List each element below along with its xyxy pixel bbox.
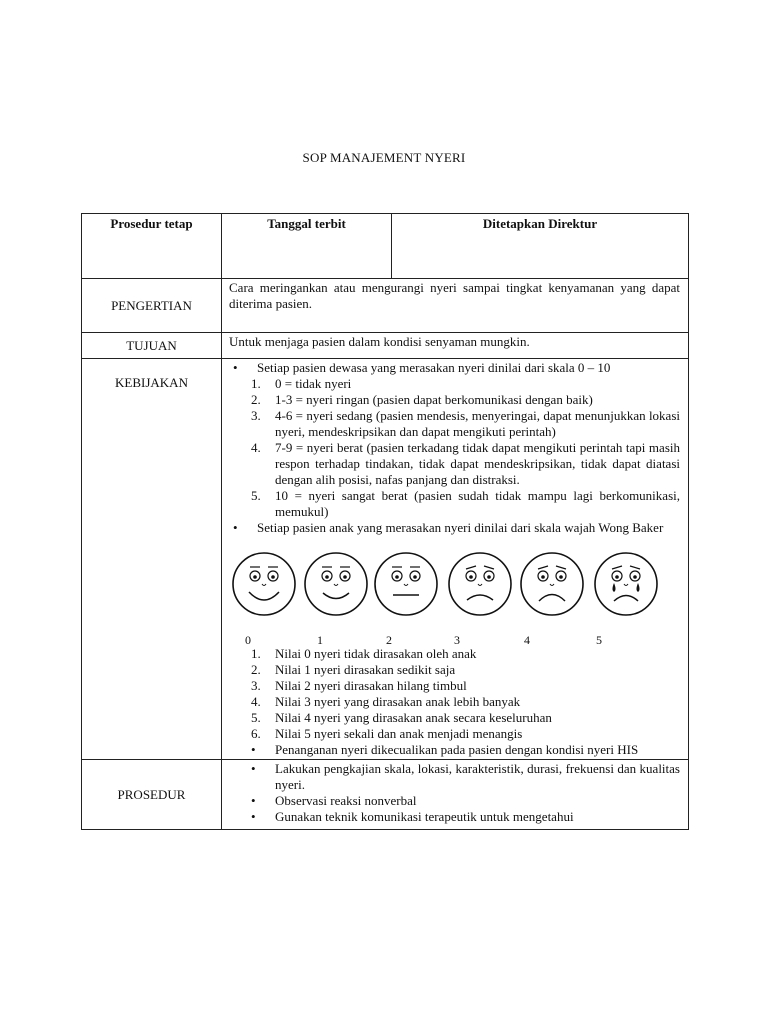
kebijakan-bullet-anak: • Setiap pasien anak yang merasakan nyeri dinilai dari skala wajah Wong Baker [257, 520, 680, 536]
face-pupil [271, 575, 275, 579]
nilai-text: Nilai 4 nyeri yang dirasakan anak secara keseluruhan [275, 710, 552, 725]
face-number-label: 0 [245, 633, 251, 647]
face-tear [613, 583, 616, 592]
pain-scale-item [251, 408, 680, 440]
face-2-icon [371, 546, 441, 628]
face-brow [484, 566, 494, 569]
nilai-number: 6. [251, 726, 261, 741]
face-brow [466, 566, 476, 569]
face-mouth [323, 593, 349, 599]
sop-table [81, 213, 689, 830]
prosedur-item: • Lakukan pengkajian skala, lokasi, karakteristik, durasi, frekuensi dan kualitas nyeri. [275, 761, 680, 793]
kebijakan-bullet-dewasa: • Setiap pasien dewasa yang merasakan nyeri dinilai dari skala 0 – 10 [257, 360, 680, 376]
face-pupil [633, 575, 637, 579]
face-mouth [467, 595, 493, 600]
face-pupil [253, 575, 257, 579]
face-number-label: 1 [317, 633, 323, 647]
face-mouth [249, 592, 279, 600]
nilai-item [251, 710, 680, 726]
kebijakan-bullets [229, 360, 680, 376]
face-mouth [614, 596, 638, 602]
kebijakan-row [82, 359, 689, 760]
face-nose [478, 584, 482, 586]
pengertian-label: PENGERTIAN [82, 279, 222, 333]
nilai-number: 3. [251, 678, 261, 693]
nilai-number: 1. [251, 646, 261, 661]
header-row [82, 214, 689, 279]
nilai-number: 5. [251, 710, 261, 725]
nilai-number: 2. [251, 662, 261, 677]
face-nose [550, 584, 554, 586]
face-tear [637, 583, 640, 592]
nilai-text: Nilai 5 nyeri sekali dan anak menjadi menangis [275, 726, 523, 741]
face-number-label: 2 [386, 633, 392, 647]
face-pupil [343, 575, 347, 579]
face-4-icon [517, 546, 587, 628]
pain-scale-number: 2. [251, 392, 261, 407]
kebijakan-bullet-his: • Penanganan nyeri dikecualikan pada pasien dengan kondisi nyeri HIS [275, 742, 680, 758]
kebijakan-content [222, 359, 689, 760]
pain-scale-text: 10 = nyeri sangat berat (pasien sudah tidak mampu lagi berkomunikasi, memukul) [275, 488, 680, 519]
face-pupil [487, 575, 491, 579]
face-3-icon [445, 546, 515, 628]
face-0-icon [229, 546, 299, 628]
pain-scale-text: 0 = tidak nyeri [275, 376, 352, 391]
tujuan-label: TUJUAN [82, 333, 222, 359]
header-prosedur-tetap: Prosedur tetap [82, 214, 222, 279]
pain-scale-text: 1-3 = nyeri ringan (pasien dapat berkomunikasi dengan baik) [275, 392, 593, 407]
face-pupil [413, 575, 417, 579]
face-pupil [395, 575, 399, 579]
pain-scale-number: 4. [251, 440, 261, 455]
face-nose [262, 584, 266, 586]
kebijakan-bullets-3 [229, 742, 680, 758]
face-brow [630, 566, 640, 569]
nilai-item [251, 662, 680, 678]
pain-scale-item [251, 392, 680, 408]
face-brow [538, 566, 548, 569]
face-1-icon [301, 546, 371, 628]
face-head [375, 553, 437, 615]
prosedur-content [222, 760, 689, 830]
kebijakan-label: KEBIJAKAN [82, 359, 222, 760]
face-brow [612, 566, 622, 569]
pain-scale-item [251, 488, 680, 520]
face-number-label: 4 [524, 633, 530, 647]
pengertian-text: Cara meringankan atau mengurangi nyeri sampai tingkat kenyamanan yang dapat diterima pasien. [222, 279, 689, 333]
pain-scale-list [229, 376, 680, 520]
tujuan-text: Untuk menjaga pasien dalam kondisi senyaman mungkin. [222, 333, 689, 359]
pengertian-row [82, 279, 689, 333]
face-head [233, 553, 295, 615]
face-pupil [541, 575, 545, 579]
pain-scale-item [251, 440, 680, 488]
face-number-label: 5 [596, 633, 602, 647]
face-head [449, 553, 511, 615]
pain-scale-number: 5. [251, 488, 261, 503]
prosedur-list [229, 761, 680, 825]
face-nose [334, 584, 338, 586]
nilai-item [251, 726, 680, 742]
face-pupil [469, 575, 473, 579]
face-nose [624, 584, 628, 586]
header-ditetapkan-direktur: Ditetapkan Direktur [392, 214, 689, 279]
pain-scale-number: 3. [251, 408, 261, 423]
kebijakan-bullets-2 [229, 520, 680, 536]
face-nose [404, 584, 408, 586]
nilai-text: Nilai 0 nyeri tidak dirasakan oleh anak [275, 646, 477, 661]
nilai-text: Nilai 2 nyeri dirasakan hilang timbul [275, 678, 467, 693]
nilai-text: Nilai 3 nyeri yang dirasakan anak lebih banyak [275, 694, 521, 709]
prosedur-item: • Gunakan teknik komunikasi terapeutik untuk mengetahui [275, 809, 680, 825]
nilai-item [251, 646, 680, 662]
face-5-icon [591, 546, 661, 628]
pain-scale-number: 1. [251, 376, 261, 391]
tujuan-row [82, 333, 689, 359]
nilai-item [251, 678, 680, 694]
pain-scale-text: 4-6 = nyeri sedang (pasien mendesis, menyeringai, dapat menunjukkan lokasi nyeri, mendeskripsikan dan dapat mengikuti perintah) [275, 408, 680, 439]
nilai-number: 4. [251, 694, 261, 709]
prosedur-label: PROSEDUR [82, 760, 222, 830]
face-brow [556, 566, 566, 569]
face-head [305, 553, 367, 615]
pain-scale-text: 7-9 = nyeri berat (pasien terkadang tidak dapat mengikuti perintah tapi masih respon terhadap tindakan, tidak dapat mendeskripsikan, tidak dapat diatasi dengan alih posisi, nafas panjang dan distraksi. [275, 440, 680, 487]
face-pupil [325, 575, 329, 579]
face-mouth [539, 595, 565, 602]
prosedur-row [82, 760, 689, 830]
face-head [595, 553, 657, 615]
face-number-label: 3 [454, 633, 460, 647]
face-head [521, 553, 583, 615]
face-pupil [615, 575, 619, 579]
nilai-text: Nilai 1 nyeri dirasakan sedikit saja [275, 662, 456, 677]
prosedur-item: • Observasi reaksi nonverbal [275, 793, 680, 809]
pain-scale-item [251, 376, 680, 392]
document-title: SOP MANAJEMENT NYERI [302, 150, 466, 165]
header-tanggal-terbit: Tanggal terbit [222, 214, 392, 279]
face-pupil [559, 575, 563, 579]
nilai-item [251, 694, 680, 710]
nilai-list [229, 646, 680, 742]
wong-baker-faces [229, 546, 680, 646]
